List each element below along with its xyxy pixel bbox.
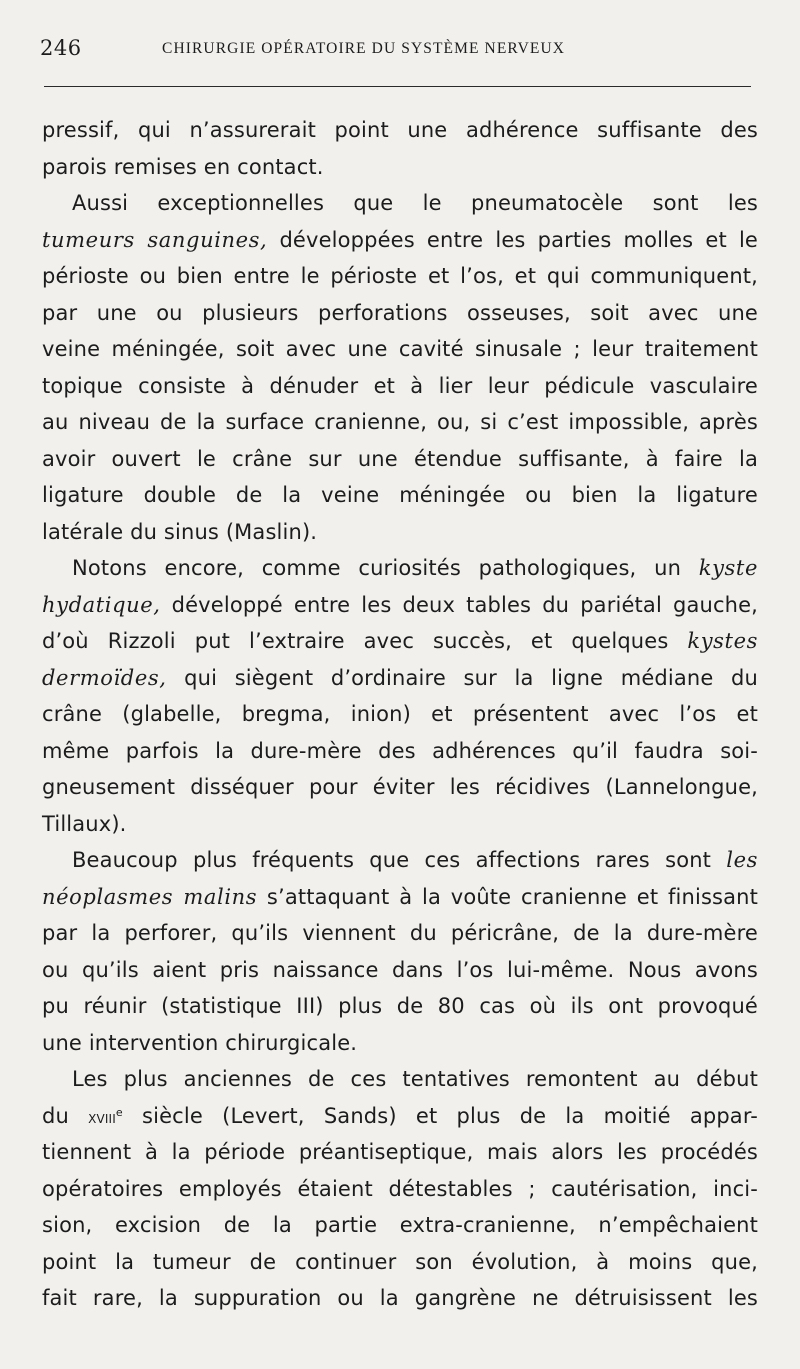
text-line — [42, 806, 758, 843]
text-segment: Les plus anciennes de ces tentatives remontent au début — [72, 1067, 758, 1091]
text-segment: sion, excision de la partie extra-cranienne, n’empêchaient — [42, 1213, 758, 1237]
text-line — [42, 696, 758, 733]
text-line — [42, 149, 758, 186]
text-line — [42, 185, 758, 222]
page-number: 246 — [40, 36, 82, 60]
page-header — [40, 36, 752, 70]
text-line — [42, 441, 758, 478]
text-line — [42, 1025, 758, 1062]
text-segment: d’où Rizzoli put l’extraire avec succès, et quelques — [42, 629, 688, 653]
text-segment: ou qu’ils aient pris naissance dans l’os lui-même. Nous avons — [42, 957, 758, 982]
text-line — [42, 587, 758, 624]
text-segment: e — [115, 1105, 123, 1119]
text-line — [42, 1061, 758, 1098]
text-segment: du — [42, 1103, 89, 1128]
text-segment: latérale du sinus (Maslin). — [42, 519, 318, 544]
italic-term: tumeurs sanguines, — [42, 227, 268, 252]
text-segment: au niveau de la surface cranienne, ou, si c’est impossible, après — [42, 410, 758, 434]
text-line — [42, 952, 758, 989]
text-line — [42, 368, 758, 405]
italic-term: kystes — [687, 629, 758, 653]
text-segment: veine méningée, soit avec une cavité sinusale ; leur traitement — [42, 337, 758, 361]
text-segment: point la tumeur de continuer son évolution, à moins que, — [42, 1249, 758, 1274]
text-segment: xviii — [88, 1107, 116, 1128]
text-segment: développées entre les parties molles et le — [267, 227, 759, 252]
text-line — [42, 1280, 758, 1317]
italic-term: hydatique, — [42, 592, 161, 617]
text-line — [42, 112, 758, 149]
text-line — [42, 1244, 758, 1281]
text-line — [42, 733, 758, 770]
italic-term: kyste — [698, 556, 758, 580]
text-line — [42, 1171, 758, 1208]
text-segment: même parfois la dure-mère des adhérences qu’il faudra soi- — [42, 738, 758, 763]
text-line — [42, 404, 758, 441]
text-segment: Tillaux). — [42, 811, 127, 836]
text-segment: opératoires employés étaient détestables ; cautérisation, inci- — [42, 1176, 758, 1201]
italic-term: les — [726, 848, 758, 872]
text-segment: avoir ouvert le crâne sur une étendue suffisante, à faire la — [42, 446, 758, 471]
text-segment: parois remises en contact. — [42, 154, 324, 179]
text-line — [42, 1134, 758, 1171]
text-line — [42, 879, 758, 916]
text-segment: Beaucoup plus fréquents que ces affections rares sont — [72, 848, 727, 872]
running-title: CHIRURGIE OPÉRATOIRE DU SYSTÈME NERVEUX — [162, 40, 566, 57]
text-segment: gneusement disséquer pour éviter les récidives (Lannelongue, — [42, 775, 758, 799]
text-segment: pu réunir (statistique III) plus de 80 cas où ils ont provoqué — [42, 994, 758, 1018]
body-text — [42, 112, 758, 1317]
text-segment: pressif, qui n’assurerait point une adhérence suffisante des — [42, 118, 758, 142]
text-segment: s’attaquant à la voûte cranienne et finissant — [257, 884, 758, 909]
text-segment: Notons encore, comme curiosités pathologiques, un — [72, 556, 699, 580]
text-line — [42, 1098, 758, 1135]
text-line — [42, 988, 758, 1025]
text-segment: par la perforer, qu’ils viennent du péricrâne, de la dure-mère — [42, 921, 758, 945]
text-line — [42, 550, 758, 587]
text-line — [42, 222, 758, 259]
text-segment: Aussi exceptionnelles que le pneumatocèle sont les — [72, 191, 758, 215]
text-segment: tiennent à la période préantiseptique, mais alors les procédés — [42, 1140, 758, 1164]
text-line — [42, 842, 758, 879]
text-segment: siècle (Levert, Sands) et plus de la moitié appar- — [122, 1103, 758, 1128]
text-segment: topique consiste à dénuder et à lier leur pédicule vasculaire — [42, 373, 758, 398]
header-rule — [44, 86, 751, 87]
text-segment: périoste ou bien entre le périoste et l’os, et qui communiquent, — [42, 264, 758, 288]
text-line — [42, 477, 758, 514]
text-segment: par une ou plusieurs perforations osseuses, soit avec une — [42, 300, 758, 325]
italic-term: néoplasmes malins — [42, 884, 258, 909]
text-segment: qui siègent d’ordinaire sur la ligne médiane du — [166, 665, 758, 690]
text-line — [42, 623, 758, 660]
text-line — [42, 331, 758, 368]
text-line — [42, 660, 758, 697]
italic-term: dermoïdes, — [42, 665, 167, 690]
text-line — [42, 1207, 758, 1244]
text-line — [42, 295, 758, 332]
text-segment: crâne (glabelle, bregma, inion) et présentent avec l’os et — [42, 702, 758, 726]
text-line — [42, 915, 758, 952]
text-segment: ligature double de la veine méningée ou bien la ligature — [42, 483, 758, 507]
text-segment: une intervention chirurgicale. — [42, 1030, 358, 1055]
text-line — [42, 769, 758, 806]
text-segment: fait rare, la suppuration ou la gangrène ne détruisissent les — [42, 1286, 758, 1310]
text-line — [42, 514, 758, 551]
text-line — [42, 258, 758, 295]
text-segment: développé entre les deux tables du pariétal gauche, — [160, 592, 758, 617]
